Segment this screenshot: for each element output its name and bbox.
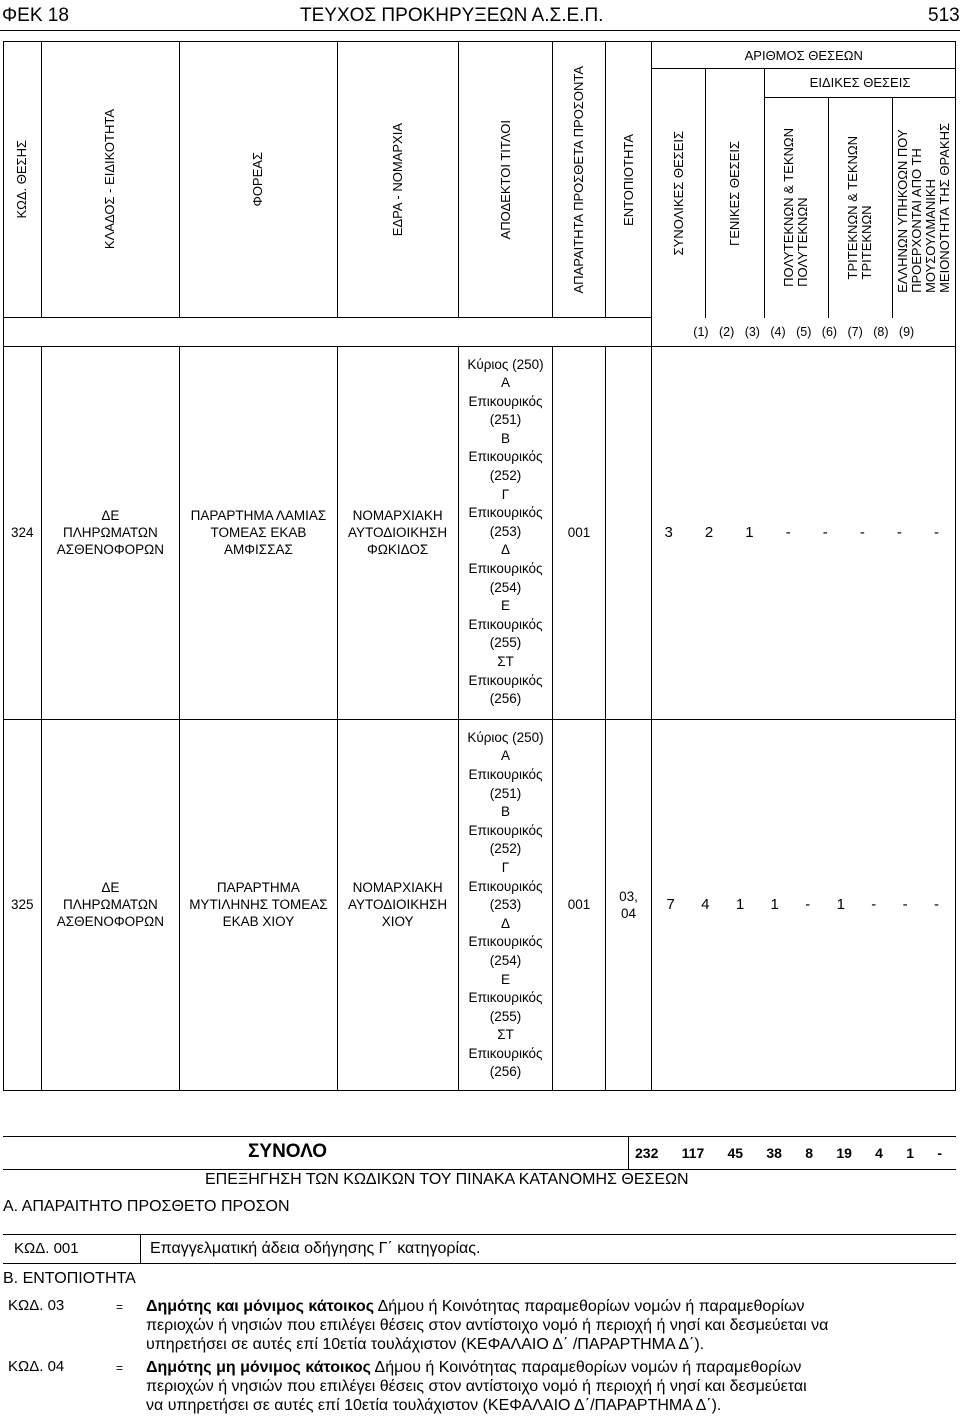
code-04-equals: = — [116, 1361, 124, 1375]
col-threechild-header: ΤΡΙΤΕΚΝΩΝ & ΤΕΚΝΩΝ ΤΡΙΤΕΚΝΩΝ — [845, 135, 875, 280]
locality-cell — [605, 346, 652, 719]
body-cell: ΠΑΡΑΡΤΗΜΑ ΛΑΜΙΑΣ ΤΟΜΕΑΣ ΕΚΑΒ ΑΜΦΙΣΣΑΣ — [180, 346, 337, 719]
code-04-label: ΚΩΔ. 04 — [8, 1358, 65, 1375]
col-multichild-header: ΠΟΛΥΤΕΚΝΩΝ & ΤΕΚΝΩΝ ΠΟΛΥΤΕΚΝΩΝ — [781, 128, 811, 287]
branch-cell: ΔΕ ΠΛΗΡΩΜΑΤΩΝ ΑΣΘΕΝΟΦΟΡΩΝ — [41, 719, 180, 1090]
seat-cell: ΝΟΜΑΡΧΙΑΚΗ ΑΥΤΟΔΙΟΙΚΗΣΗ ΦΩΚΙΔΟΣ — [337, 346, 458, 719]
col-seat-header: ΕΔΡΑ - ΝΟΜΑΡΧΙΑ — [389, 122, 405, 237]
code-03-label: ΚΩΔ. 03 — [8, 1297, 65, 1314]
section-a-title: Α. ΑΠΑΡΑΙΤΗΤΟ ΠΡΟΣΘΕΤΟ ΠΡΟΣΟΝ — [3, 1198, 290, 1215]
column-numbering: (1) (2) (3) (4) (5) (6) (7) (8) (9) — [652, 318, 956, 347]
extra-qualification-cell: 001 — [553, 719, 605, 1090]
branch-cell: ΔΕ ΠΛΗΡΩΜΑΤΩΝ ΑΣΘΕΝΟΦΟΡΩΝ — [41, 346, 180, 719]
table-row — [4, 346, 956, 719]
positions-table — [3, 41, 956, 1091]
totals-row — [3, 1136, 956, 1170]
positions-values: 3 2 1 - - - - - — [652, 346, 956, 719]
table-row — [4, 719, 956, 1090]
titles-cell: Κύριος (250) Α Επικουρικός (251) Β Επικουρικός (252) Γ Επικουρικός (253) Δ Επικουρικός (254) Ε Επικουρικός (255) ΣΤ Επικουρικός (256) — [458, 719, 553, 1090]
header-row — [4, 42, 956, 69]
col-branch-header: ΚΛΑΔΟΣ - ΕΙΔΙΚΟΤΗΤΑ — [102, 109, 118, 250]
page-number: 513 — [928, 5, 960, 26]
col-minority-header: ΕΛΛΗΝΩΝ ΥΠΗΚΟΩΝ ΠΟΥ ΠΡΟΕΡΧΟΝΤΑΙ ΑΠΟ ΤΗ ΜΟΥΣΟΥΛΜΑΝΙΚΗ ΜΕΙΟΝΟΤΗΤΑ ΤΗΣ ΘΡΑΚΗΣ — [895, 122, 953, 293]
header-rule — [0, 30, 960, 31]
gazette-number: ΦΕΚ 18 — [2, 5, 69, 26]
col-locality-header: ΕΝΤΟΠΙΟΤΗΤΑ — [620, 133, 636, 226]
titles-cell: Κύριος (250) Α Επικουρικός (251) Β Επικουρικός (252) Γ Επικουρικός (253) Δ Επικουρικός (254) Ε Επικουρικός (255) ΣΤ Επικουρικός (256) — [458, 346, 553, 719]
seat-cell: ΝΟΜΑΡΧΙΑΚΗ ΑΥΤΟΔΙΟΙΚΗΣΗ ΧΙΟΥ — [337, 719, 458, 1090]
code-001-label: ΚΩΔ. 001 — [14, 1240, 79, 1257]
col-extra-header: ΑΠΑΡΑΙΤΗΤΑ ΠΡΟΣΘΕΤΑ ΠΡΟΣΟΝΤΑ — [571, 65, 587, 294]
gazette-issue-title: ΤΕΥΧΟΣ ΠΡΟΚΗΡΥΞΕΩΝ Α.Σ.Ε.Π. — [300, 5, 604, 26]
col-general-header: ΓΕΝΙΚΕΣ ΘΕΣΕΙΣ — [726, 140, 742, 246]
position-code: 324 — [4, 346, 42, 719]
code-001-description: Επαγγελματική άδεια οδήγησης Γ΄ κατηγορίας. — [150, 1240, 481, 1257]
col-body-header: ΦΟΡΕΑΣ — [250, 152, 266, 207]
col-total-header: ΣΥΝΟΛΙΚΕΣ ΘΕΣΕΙΣ — [670, 131, 686, 256]
code-03-equals: = — [116, 1300, 124, 1314]
totals-label: ΣΥΝΟΛΟ — [248, 1141, 328, 1162]
code-03-description: Δημότης και μόνιμος κάτοικος Δήμου ή Κοινότητας παραμεθορίων νομών ή παραμεθορίων περιοχών ή νησιών που επιλέγει θέσεις στον αντίστοιχο νομό ή περιοχή ή νησί και δεσμεύεται να υπηρετήσει σε αυτές επί 10ετία τουλάχιστον (ΚΕΦΑΛΑΙΟ Δ΄ /ΠΑΡΑΡΤΗΜΑ Δ΄). — [146, 1298, 829, 1353]
page-header — [0, 0, 960, 30]
col-titles-header: ΑΠΟΔΕΚΤΟΙ ΤΙΤΛΟΙ — [497, 119, 513, 240]
code-04-description: Δημότης μη μόνιμος κάτοικος Δήμου ή Κοινότητας παραμεθορίων νομών ή παραμεθορίων περιοχών ή νησιών που επιλέγει θέσεις στον αντίστοιχο νομό ή περιοχή ή νησί και δεσμεύεται να υπηρετήσει σε αυτές επί 10ετία τουλάχιστον (ΚΕΦΑΛΑΙΟ Δ΄/ΠΑΡΑΡΤΗΜΑ Δ΄). — [146, 1359, 807, 1414]
position-code: 325 — [4, 719, 42, 1090]
special-positions-header: ΕΙΔΙΚΕΣ ΘΕΣΕΙΣ — [765, 69, 956, 98]
col-code-header: ΚΩΔ. ΘΕΣΗΣ — [14, 140, 30, 219]
positions-values: 7 4 1 1 - 1 - - - — [652, 719, 956, 1090]
positions-count-header: ΑΡΙΘΜΟΣ ΘΕΣΕΩΝ — [652, 42, 956, 69]
extra-qualification-cell: 001 — [553, 346, 605, 719]
locality-cell: 03, 04 — [605, 719, 652, 1090]
body-cell: ΠΑΡΑΡΤΗΜΑ ΜΥΤΙΛΗΝΗΣ ΤΟΜΕΑΣ ΕΚΑΒ ΧΙΟΥ — [180, 719, 337, 1090]
totals-values: 232 117 45 38 8 19 4 1 - — [628, 1137, 956, 1169]
code-001-row — [3, 1234, 956, 1264]
explanation-title: ΕΠΕΞΗΓΗΣΗ ΤΩΝ ΚΩΔΙΚΩΝ ΤΟΥ ΠΙΝΑΚΑ ΚΑΤΑΝΟΜΗΣ ΘΕΣΕΩΝ — [205, 1171, 689, 1188]
section-b-title: Β. ΕΝΤΟΠΙΟΤΗΤΑ — [3, 1270, 136, 1287]
